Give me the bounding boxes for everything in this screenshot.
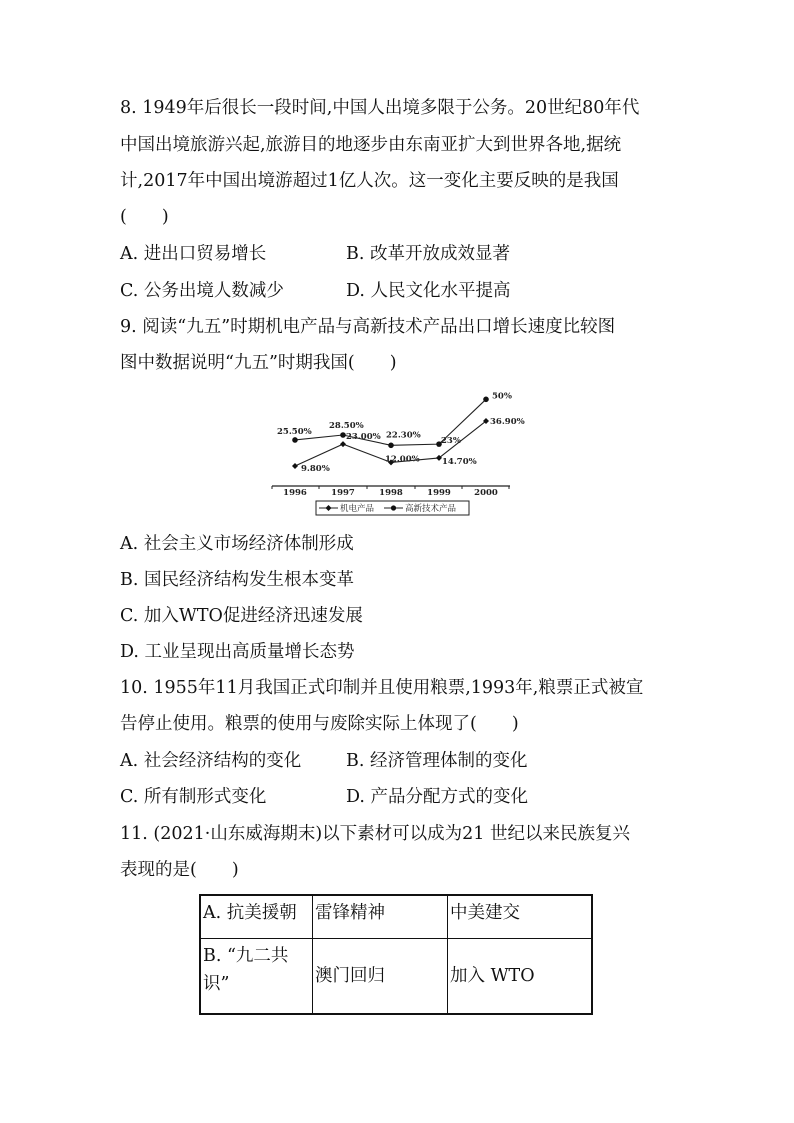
q8-option-b: B. 改革开放成效显著 xyxy=(346,244,510,264)
data-label: 12.00% xyxy=(385,454,420,465)
q10-option-d: D. 产品分配方式的变化 xyxy=(346,787,529,807)
table-cell: 中美建交 xyxy=(448,895,593,939)
q8-option-c: C. 公务出境人数减少 xyxy=(120,281,284,301)
q11-material-table xyxy=(199,894,593,1015)
data-point xyxy=(483,397,489,403)
data-label: 28.50% xyxy=(329,421,364,431)
q11-stem-line-1: 11. (2021·山东威海期末)以下素材可以成为21 世纪以来民族复兴 xyxy=(120,824,630,844)
table-cell: 加入 WTO xyxy=(448,939,593,1015)
x-tick-label: 1997 xyxy=(331,488,355,498)
q9-stem-line-1: 9. 阅读“九五”时期机电产品与高新技术产品出口增长速度比较图 xyxy=(120,317,616,337)
x-tick-label: 1998 xyxy=(379,488,403,498)
table-cell: A. 抗美援朝 xyxy=(200,895,313,939)
q10-stem-line-1: 10. 1955年11月我国正式印制并且使用粮票,1993年,粮票正式被宣 xyxy=(120,678,644,698)
q10-stem-line-2: 告停止使用。粮票的使用与废除实际上体现了( ) xyxy=(120,714,519,734)
q9-option-a: A. 社会主义市场经济体制形成 xyxy=(120,534,354,554)
q8-stem-line-1: 8. 1949年后很长一段时间,中国人出境多限于公务。20世纪80年代 xyxy=(120,98,640,118)
legend-marker xyxy=(326,505,332,511)
q8-option-d: D. 人民文化水平提高 xyxy=(346,281,511,301)
table-cell: 雷锋精神 xyxy=(313,895,448,939)
data-label: 36.90% xyxy=(490,417,525,428)
q11-stem-line-2: 表现的是( ) xyxy=(120,860,239,880)
data-point xyxy=(388,442,394,448)
q9-option-d: D. 工业呈现出高质量增长态势 xyxy=(120,642,355,662)
legend-label: 高新技术产品 xyxy=(405,504,457,514)
data-label: 9.80% xyxy=(301,464,330,475)
q8-answer-blank: ( ) xyxy=(120,207,169,227)
data-label: 23.00% xyxy=(346,432,381,443)
q8-stem-line-2: 中国出境旅游兴起,旅游目的地逐步由东南亚扩大到世界各地,据统 xyxy=(120,135,622,155)
table-cell: B. “九二共识” xyxy=(200,939,313,1015)
q9-option-c: C. 加入WTO促进经济迅速发展 xyxy=(120,606,363,626)
q8-option-a: A. 进出口贸易增长 xyxy=(120,244,267,264)
q8-stem-line-3: 计,2017年中国出境游超过1亿人次。这一变化主要反映的是我国 xyxy=(120,171,619,191)
q10-option-a: A. 社会经济结构的变化 xyxy=(120,751,302,771)
legend-label: 机电产品 xyxy=(340,504,375,514)
data-label: 22.30% xyxy=(386,430,421,441)
data-point xyxy=(340,432,346,438)
data-point xyxy=(292,463,298,469)
q9-option-b: B. 国民经济结构发生根本变革 xyxy=(120,570,354,590)
q10-option-c: C. 所有制形式变化 xyxy=(120,787,267,807)
q9-stem-line-2: 图中数据说明“九五”时期我国( ) xyxy=(120,353,397,373)
x-tick-label: 2000 xyxy=(474,488,498,498)
x-tick-label: 1996 xyxy=(283,488,307,498)
export-growth-line-chart xyxy=(250,380,525,520)
data-point xyxy=(292,437,298,443)
data-label: 50% xyxy=(492,391,512,402)
q10-option-b: B. 经济管理体制的变化 xyxy=(346,751,528,771)
data-label: 14.70% xyxy=(442,456,477,467)
table-row xyxy=(200,895,592,939)
legend-marker xyxy=(391,505,396,510)
table-cell: 澳门回归 xyxy=(313,939,448,1015)
x-tick-label: 1999 xyxy=(427,488,451,498)
data-label: 25.50% xyxy=(277,426,312,437)
table-row xyxy=(200,939,592,1015)
data-label: 23% xyxy=(441,436,461,447)
